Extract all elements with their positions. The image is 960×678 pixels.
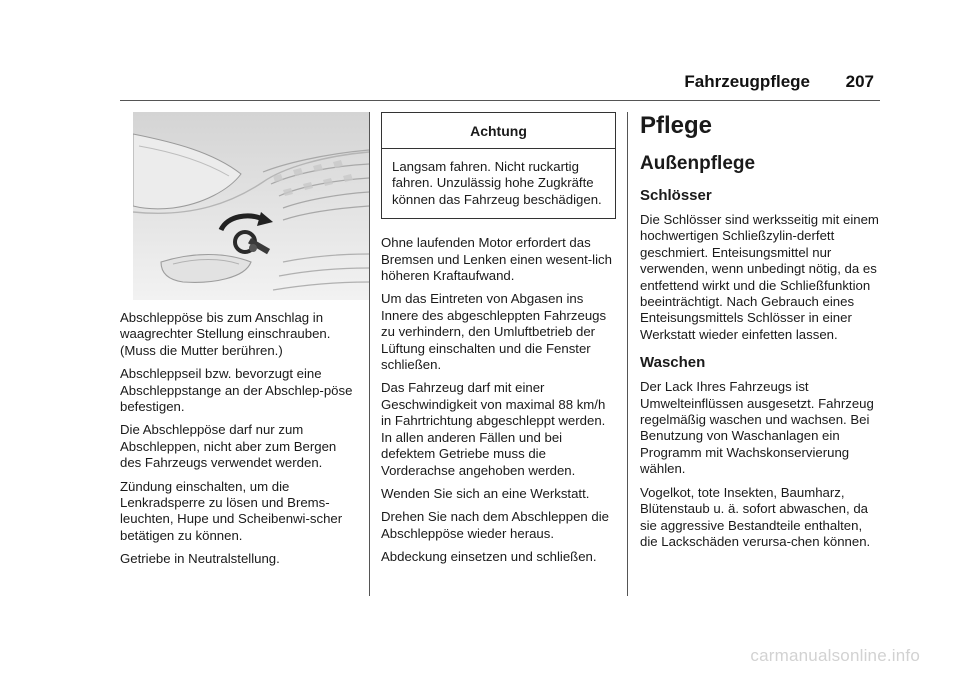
section-heading: Außenpflege [640,153,756,174]
paragraph: Zündung einschalten, um die Lenkradsperre zu lösen und Brems-leuchten, Hupe und Scheibenwi-scher betätigen zu können. [120,478,343,543]
column-3 [640,112,880,557]
warning-text: Langsam fahren. Nicht ruckartig fahren. Unzulässig hohe Zugkräfte können das Fahrzeug beschädigen. [392,159,602,207]
paragraph: Vogelkot, tote Insekten, Baumharz, Blütenstaub u. ä. sofort abwaschen, da sie aggressive Bestandteile enthalten, die Lackschäden verursa-chen können. [640,484,871,549]
paragraph: Die Abschleppöse darf nur zum Abschleppen, nicht aber zum Bergen des Fahrzeugs verwendet werden. [120,422,337,471]
subsection-heading: Schlösser [640,187,712,204]
paragraph: Die Schlösser sind werksseitig mit einem hochwertigen Schließzylin-derfett geschmiert. Enteisungsmittel nur verwenden, wenn unbedingt nötig, da es entfettend wirkt und die Schließfunktion beeinträchtigt. Nach Gebrauch eines Enteisungsmittels Schlösser in einer Werkstatt wieder einfetten lassen. [640,212,879,342]
paragraph: Wenden Sie sich an eine Werkstatt. [381,485,590,501]
watermark: carmanualsonline.info [750,646,920,665]
paragraph: Drehen Sie nach dem Abschleppen die Abschleppöse wieder heraus. [381,509,610,541]
paragraph: Ohne laufenden Motor erfordert das Bremsen und Lenken einen wesent-lich höheren Kraftaufwand. [381,235,612,284]
towing-eye-illustration [133,112,369,300]
paragraph: Der Lack Ihres Fahrzeugs ist Umwelteinflüssen ausgesetzt. Fahrzeug regelmäßig waschen und wachsen. Bei Benutzung von Waschanlagen ein Programm mit Wachskonservierung wählen. [640,379,874,477]
warning-box [381,112,616,219]
section-title: Fahrzeugpflege [684,72,810,91]
paragraph: Abschleppseil bzw. bevorzugt eine Abschleppstange an der Abschlep-pöse befestigen. [120,366,353,415]
paragraph: Getriebe in Neutralstellung. [120,551,280,567]
paragraph: Das Fahrzeug darf mit einer Geschwindigkeit von maximal 88 km/h in Fahrtrichtung abgeschleppt werden. In allen anderen Fällen und bei defektem Getriebe muss die Vorderachse angehoben werden. [381,380,606,478]
paragraph: Abschleppöse bis zum Anschlag in waagrechter Stellung einschrauben. (Muss die Mutter berühren.) [120,310,331,358]
page-number: 207 [845,72,874,91]
column-1 [120,112,360,575]
warning-heading: Achtung [382,113,615,149]
column-divider [627,112,628,596]
paragraph: Um das Eintreten von Abgasen ins Innere des abgeschleppten Fahrzeugs zu verhindern, den Umluftbetrieb der Lüftung einschalten und die Fenster schließen. [381,291,607,373]
chapter-heading: Pflege [640,112,713,139]
column-divider [369,112,370,596]
subsection-heading: Waschen [640,354,706,372]
paragraph: Abdeckung einsetzen und schließen. [381,549,597,565]
page-header [120,58,880,101]
column-2 [381,112,616,573]
